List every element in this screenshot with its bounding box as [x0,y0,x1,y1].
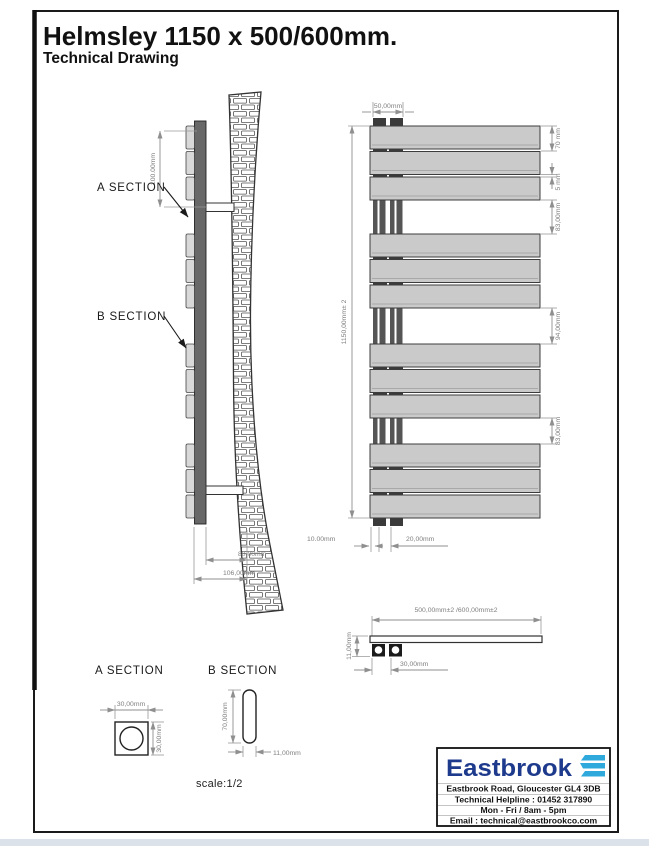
dim-label-panel-gap: 5 mm [555,173,562,191]
info-email: Email : technical@eastbrookco.com [449,815,598,826]
dim-label-bracket-offset: 100.00mm [150,152,157,186]
side-view [97,92,283,614]
dim-label-depth-to-wall: 80.00mm [238,551,267,558]
dim-group-gap-middle [541,308,562,344]
dim-label-tube-offset: 20,00mm [406,536,435,543]
dim-tube-spacing [354,658,448,675]
dim-label-b-height: 70,00mm [222,702,229,731]
dim-a-width [100,701,163,719]
info-address: Eastbrook Road, Gloucester GL4 3DB [446,783,601,794]
dim-label-bar-thickness: 11,00mm [346,632,353,660]
radiator-panels [370,126,540,518]
top-view [346,607,542,675]
radiator-back-rail [195,121,207,524]
brand-logo-icon [580,755,605,777]
dim-group-gap-top [541,200,562,234]
dim-group-gap-bottom [541,417,562,446]
dim-label-edge-to-tube: 10.00mm [307,536,336,543]
dim-label-a-height: 30,00mm [156,724,163,753]
dim-a-height [151,722,164,755]
dim-tube-spacing-top [362,102,414,117]
dim-label-overall-height: 1150,00mm± 2 [341,299,348,345]
info-helpline: Technical Helpline : 01452 317890 [454,794,593,805]
dim-b-height [222,690,241,743]
info-box [437,748,610,826]
dim-panel-gap [541,163,562,191]
page-title: Helmsley 1150 x 500/600mm. [43,21,398,51]
dim-bar-thickness [346,632,370,660]
a-section-detail [95,665,164,755]
dim-b-width [228,746,301,757]
dim-label-tube-spacing: 30,00mm [400,661,429,668]
brand-logo-text: Eastbrook [446,755,573,782]
footer-band [0,839,649,846]
top-view-tube-sections [372,644,402,657]
dim-label-overall-width: 500,00mm±2 /600,00mm±2 [414,607,498,614]
dim-overall-height [341,126,369,518]
a-section-heading: A SECTION [95,665,164,677]
b-section-callout: B SECTION [97,311,167,323]
dim-label-overall-depth: 106,00mm [223,570,256,577]
a-section-bore-circle [120,727,143,750]
dim-label-group-gap-middle: 94,00mm [555,311,562,341]
dim-label-group-gap-bottom: 83,00mm [555,416,562,446]
wall-section [229,92,283,614]
a-section-leader-arrow [164,187,188,217]
top-view-bar [370,636,542,643]
dim-label-panel-height: 70 mm [555,128,562,149]
dim-label-b-width: 11,00mm [273,750,301,757]
b-section-leader-arrow [164,316,186,348]
b-section-heading: B SECTION [208,665,278,677]
front-view [307,102,562,552]
page-subtitle: Technical Drawing [43,50,179,67]
a-section-callout: A SECTION [97,182,166,194]
side-panel-tabs [186,126,195,518]
b-section-pill-profile [243,690,256,743]
dim-label-a-width: 30,00mm [116,701,146,708]
dim-panel-height [541,126,562,151]
scale-label: scale:1/2 [196,778,243,790]
dim-label-group-gap-top: 83,00mm [555,202,562,232]
b-section-detail [208,665,301,757]
dim-overall-width [372,607,541,640]
dim-label-tube-spacing-top: 50,00mm [373,103,403,110]
dim-bottom-offsets [307,527,448,552]
info-hours: Mon - Fri / 8am - 5pm [480,805,567,815]
